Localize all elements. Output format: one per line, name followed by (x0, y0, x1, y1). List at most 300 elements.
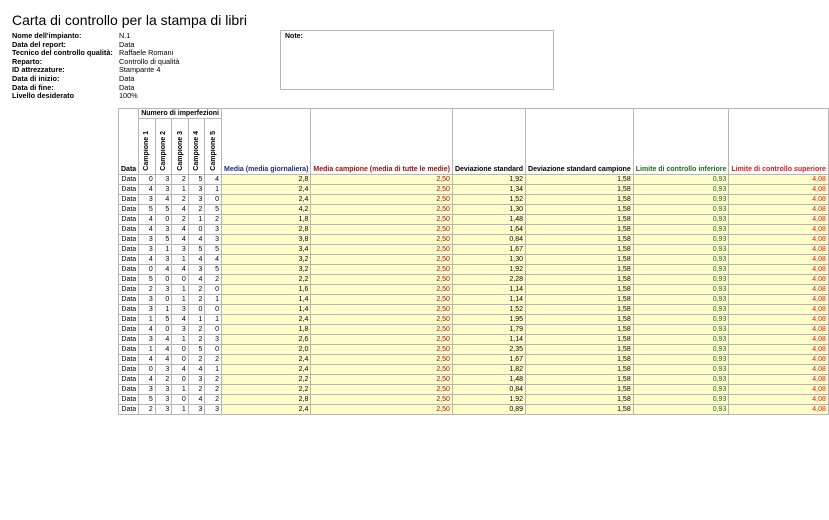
cell-sample-4[interactable]: 2 (188, 285, 205, 295)
cell-sample-1[interactable]: 4 (139, 255, 156, 265)
header-date: Data (119, 109, 139, 175)
cell-sample-3[interactable]: 4 (172, 225, 189, 235)
cell-sample-mean: 2,50 (311, 345, 453, 355)
cell-sample-5[interactable]: 5 (205, 245, 222, 255)
cell-sample-4[interactable]: 2 (188, 205, 205, 215)
cell-sample-2[interactable]: 3 (155, 365, 172, 375)
cell-sample-3[interactable]: 0 (172, 395, 189, 405)
notes-box[interactable] (280, 30, 554, 90)
cell-sample-2[interactable]: 3 (155, 395, 172, 405)
cell-date[interactable]: Data (119, 285, 139, 295)
cell-sample-1[interactable]: 4 (139, 355, 156, 365)
notes-label: Note: (285, 33, 303, 40)
cell-lower-control-limit: 0,93 (633, 405, 729, 415)
info-value[interactable]: Stampante 4 (119, 65, 161, 75)
cell-sample-4[interactable]: 2 (188, 325, 205, 335)
cell-upper-control-limit: 4,08 (729, 395, 829, 405)
header-sample-std-dev: Deviazione standard campione (526, 109, 634, 175)
cell-upper-control-limit: 4,08 (729, 205, 829, 215)
cell-std-dev: 1,34 (452, 185, 525, 195)
cell-sample-5[interactable]: 0 (205, 285, 222, 295)
cell-sample-std-dev: 1,58 (526, 285, 634, 295)
cell-sample-4[interactable]: 3 (188, 405, 205, 415)
cell-sample-3[interactable]: 4 (172, 235, 189, 245)
cell-date[interactable]: Data (119, 235, 139, 245)
cell-sample-4[interactable]: 5 (188, 175, 205, 185)
cell-date[interactable]: Data (119, 175, 139, 185)
cell-std-dev: 1,14 (452, 285, 525, 295)
table-row (119, 175, 829, 185)
cell-sample-5[interactable]: 1 (205, 295, 222, 305)
header-imperfections-group: Numero di imperfezioni (139, 109, 222, 119)
cell-date[interactable]: Data (119, 195, 139, 205)
cell-std-dev: 1,67 (452, 355, 525, 365)
table-row (119, 205, 829, 215)
cell-lower-control-limit: 0,93 (633, 175, 729, 185)
cell-upper-control-limit: 4,08 (729, 365, 829, 375)
cell-date[interactable]: Data (119, 275, 139, 285)
table-row (119, 265, 829, 275)
cell-sample-std-dev: 1,58 (526, 405, 634, 415)
cell-sample-2[interactable]: 3 (155, 285, 172, 295)
cell-sample-4[interactable]: 4 (188, 255, 205, 265)
table-row (119, 295, 829, 305)
cell-upper-control-limit: 4,08 (729, 175, 829, 185)
cell-mean: 2,8 (221, 225, 310, 235)
cell-sample-2[interactable]: 0 (155, 295, 172, 305)
cell-mean: 2,8 (221, 395, 310, 405)
cell-sample-mean: 2,50 (311, 195, 453, 205)
cell-sample-std-dev: 1,58 (526, 185, 634, 195)
cell-mean: 3,4 (221, 245, 310, 255)
cell-sample-5[interactable]: 2 (205, 385, 222, 395)
cell-sample-1[interactable]: 3 (139, 235, 156, 245)
cell-sample-1[interactable]: 2 (139, 405, 156, 415)
info-label: Tecnico del controllo qualità: (12, 48, 113, 58)
cell-lower-control-limit: 0,93 (633, 345, 729, 355)
cell-sample-1[interactable]: 3 (139, 305, 156, 315)
cell-sample-2[interactable]: 2 (155, 375, 172, 385)
cell-sample-4[interactable]: 1 (188, 215, 205, 225)
cell-date[interactable]: Data (119, 245, 139, 255)
cell-sample-std-dev: 1,58 (526, 275, 634, 285)
cell-mean: 2,4 (221, 315, 310, 325)
cell-sample-1[interactable]: 1 (139, 345, 156, 355)
cell-sample-5[interactable]: 1 (205, 365, 222, 375)
cell-sample-5[interactable]: 1 (205, 185, 222, 195)
cell-lower-control-limit: 0,93 (633, 315, 729, 325)
cell-sample-4[interactable]: 4 (188, 275, 205, 285)
cell-upper-control-limit: 4,08 (729, 405, 829, 415)
cell-mean: 2,4 (221, 185, 310, 195)
table-row (119, 185, 829, 195)
cell-sample-5[interactable]: 2 (205, 215, 222, 225)
cell-sample-mean: 2,50 (311, 305, 453, 315)
cell-sample-3[interactable]: 0 (172, 355, 189, 365)
info-value[interactable]: N.1 (119, 31, 131, 40)
cell-sample-4[interactable]: 3 (188, 185, 205, 195)
cell-upper-control-limit: 4,08 (729, 185, 829, 195)
cell-sample-4[interactable]: 4 (188, 235, 205, 245)
cell-sample-3[interactable]: 4 (172, 315, 189, 325)
cell-std-dev: 2,35 (452, 345, 525, 355)
cell-std-dev: 1,82 (452, 365, 525, 375)
cell-mean: 1,4 (221, 295, 310, 305)
cell-std-dev: 0,89 (452, 405, 525, 415)
cell-date[interactable]: Data (119, 405, 139, 415)
cell-sample-std-dev: 1,58 (526, 175, 634, 185)
cell-sample-5[interactable]: 2 (205, 375, 222, 385)
cell-sample-1[interactable]: 4 (139, 375, 156, 385)
cell-sample-3[interactable]: 4 (172, 265, 189, 275)
cell-std-dev: 1,92 (452, 395, 525, 405)
cell-sample-1[interactable]: 5 (139, 395, 156, 405)
cell-upper-control-limit: 4,08 (729, 215, 829, 225)
cell-sample-2[interactable]: 3 (155, 185, 172, 195)
cell-upper-control-limit: 4,08 (729, 295, 829, 305)
cell-date[interactable]: Data (119, 185, 139, 195)
cell-sample-5[interactable]: 5 (205, 265, 222, 275)
cell-date[interactable]: Data (119, 365, 139, 375)
cell-std-dev: 1,48 (452, 215, 525, 225)
cell-lower-control-limit: 0,93 (633, 305, 729, 315)
info-label: Data di inizio: (12, 73, 60, 83)
cell-sample-mean: 2,50 (311, 395, 453, 405)
cell-sample-1[interactable]: 4 (139, 185, 156, 195)
cell-std-dev: 0,84 (452, 235, 525, 245)
cell-sample-2[interactable]: 4 (155, 335, 172, 345)
cell-mean: 2,2 (221, 385, 310, 395)
cell-lower-control-limit: 0,93 (633, 265, 729, 275)
cell-sample-1[interactable]: 1 (139, 315, 156, 325)
cell-sample-std-dev: 1,58 (526, 245, 634, 255)
cell-sample-2[interactable]: 0 (155, 325, 172, 335)
report-info (12, 32, 179, 101)
table-row (119, 375, 829, 385)
cell-sample-3[interactable]: 1 (172, 185, 189, 195)
cell-date[interactable]: Data (119, 295, 139, 305)
cell-std-dev: 1,92 (452, 265, 525, 275)
cell-date[interactable]: Data (119, 385, 139, 395)
cell-lower-control-limit: 0,93 (633, 385, 729, 395)
cell-sample-4[interactable]: 2 (188, 355, 205, 365)
cell-sample-4[interactable]: 0 (188, 225, 205, 235)
header-sample-mean: Media campione (media di tutte le medie) (311, 109, 453, 175)
cell-sample-1[interactable]: 3 (139, 195, 156, 205)
cell-lower-control-limit: 0,93 (633, 325, 729, 335)
cell-std-dev: 1,52 (452, 305, 525, 315)
cell-mean: 3,2 (221, 265, 310, 275)
cell-sample-4[interactable]: 3 (188, 375, 205, 385)
cell-lower-control-limit: 0,93 (633, 255, 729, 265)
cell-sample-1[interactable]: 0 (139, 365, 156, 375)
cell-sample-3[interactable]: 2 (172, 215, 189, 225)
cell-lower-control-limit: 0,93 (633, 365, 729, 375)
table-row (119, 225, 829, 235)
cell-sample-5[interactable]: 3 (205, 225, 222, 235)
cell-date[interactable]: Data (119, 205, 139, 215)
cell-lower-control-limit: 0,93 (633, 205, 729, 215)
cell-date[interactable]: Data (119, 345, 139, 355)
cell-sample-std-dev: 1,58 (526, 365, 634, 375)
cell-sample-2[interactable]: 1 (155, 305, 172, 315)
cell-sample-3[interactable]: 2 (172, 195, 189, 205)
info-value[interactable]: 100% (119, 91, 138, 101)
cell-lower-control-limit: 0,93 (633, 185, 729, 195)
cell-sample-5[interactable]: 1 (205, 315, 222, 325)
cell-sample-mean: 2,50 (311, 375, 453, 385)
cell-sample-4[interactable]: 5 (188, 345, 205, 355)
table-row (119, 355, 829, 365)
cell-sample-4[interactable]: 1 (188, 315, 205, 325)
cell-sample-3[interactable]: 0 (172, 375, 189, 385)
cell-mean: 2,2 (221, 375, 310, 385)
cell-sample-4[interactable]: 4 (188, 395, 205, 405)
cell-sample-std-dev: 1,58 (526, 315, 634, 325)
cell-mean: 3,2 (221, 255, 310, 265)
cell-sample-2[interactable]: 4 (155, 265, 172, 275)
cell-sample-2[interactable]: 4 (155, 355, 172, 365)
cell-std-dev: 1,30 (452, 255, 525, 265)
info-value[interactable]: Data (119, 73, 135, 83)
cell-mean: 2,4 (221, 355, 310, 365)
cell-sample-std-dev: 1,58 (526, 235, 634, 245)
cell-sample-2[interactable]: 3 (155, 255, 172, 265)
cell-sample-4[interactable]: 0 (188, 305, 205, 315)
cell-sample-3[interactable]: 1 (172, 255, 189, 265)
info-value[interactable]: Data (119, 39, 135, 49)
cell-date[interactable]: Data (119, 325, 139, 335)
cell-date[interactable]: Data (119, 265, 139, 275)
cell-upper-control-limit: 4,08 (729, 255, 829, 265)
cell-sample-5[interactable]: 4 (205, 175, 222, 185)
table-row (119, 365, 829, 375)
table-row (119, 245, 829, 255)
cell-std-dev: 1,79 (452, 325, 525, 335)
cell-std-dev: 1,48 (452, 375, 525, 385)
table-row (119, 195, 829, 205)
cell-sample-2[interactable]: 3 (155, 225, 172, 235)
cell-sample-std-dev: 1,58 (526, 345, 634, 355)
cell-sample-3[interactable]: 2 (172, 175, 189, 185)
cell-sample-2[interactable]: 5 (155, 235, 172, 245)
cell-sample-2[interactable]: 3 (155, 175, 172, 185)
info-value[interactable]: Data (119, 82, 135, 92)
cell-sample-mean: 2,50 (311, 295, 453, 305)
table-row (119, 305, 829, 315)
cell-sample-3[interactable]: 3 (172, 325, 189, 335)
cell-sample-1[interactable]: 4 (139, 215, 156, 225)
cell-mean: 2,4 (221, 195, 310, 205)
cell-std-dev: 1,30 (452, 205, 525, 215)
cell-sample-4[interactable]: 4 (188, 365, 205, 375)
header-sample-3: Campione 3 (172, 119, 189, 175)
cell-sample-1[interactable]: 5 (139, 275, 156, 285)
cell-sample-1[interactable]: 4 (139, 225, 156, 235)
header-sample-5: Campione 5 (205, 119, 222, 175)
cell-lower-control-limit: 0,93 (633, 275, 729, 285)
cell-sample-4[interactable]: 5 (188, 245, 205, 255)
cell-date[interactable]: Data (119, 255, 139, 265)
cell-date[interactable]: Data (119, 375, 139, 385)
cell-sample-5[interactable]: 2 (205, 395, 222, 405)
cell-date[interactable]: Data (119, 215, 139, 225)
cell-sample-5[interactable]: 0 (205, 345, 222, 355)
cell-date[interactable]: Data (119, 335, 139, 345)
cell-sample-2[interactable]: 4 (155, 345, 172, 355)
cell-sample-3[interactable]: 4 (172, 205, 189, 215)
cell-sample-5[interactable]: 3 (205, 235, 222, 245)
cell-date[interactable]: Data (119, 315, 139, 325)
cell-sample-2[interactable]: 3 (155, 405, 172, 415)
info-row (12, 92, 179, 101)
cell-lower-control-limit: 0,93 (633, 335, 729, 345)
cell-lower-control-limit: 0,93 (633, 355, 729, 365)
cell-sample-3[interactable]: 3 (172, 245, 189, 255)
cell-sample-mean: 2,50 (311, 365, 453, 375)
table-row (119, 275, 829, 285)
cell-sample-std-dev: 1,58 (526, 335, 634, 345)
cell-mean: 2,6 (221, 335, 310, 345)
cell-sample-1[interactable]: 3 (139, 295, 156, 305)
cell-sample-1[interactable]: 0 (139, 175, 156, 185)
cell-upper-control-limit: 4,08 (729, 245, 829, 255)
cell-sample-2[interactable]: 4 (155, 195, 172, 205)
cell-sample-1[interactable]: 3 (139, 335, 156, 345)
table-row (119, 405, 829, 415)
header-sample-4: Campione 4 (188, 119, 205, 175)
cell-sample-2[interactable]: 3 (155, 385, 172, 395)
cell-sample-mean: 2,50 (311, 325, 453, 335)
info-value[interactable]: Raffaele Romani (119, 48, 174, 58)
table-row (119, 255, 829, 265)
cell-sample-4[interactable]: 2 (188, 295, 205, 305)
cell-lower-control-limit: 0,93 (633, 375, 729, 385)
cell-lower-control-limit: 0,93 (633, 395, 729, 405)
cell-sample-2[interactable]: 5 (155, 315, 172, 325)
cell-sample-5[interactable]: 2 (205, 275, 222, 285)
info-label: ID attrezzature: (12, 65, 65, 75)
cell-mean: 1,8 (221, 325, 310, 335)
cell-sample-mean: 2,50 (311, 255, 453, 265)
cell-sample-4[interactable]: 3 (188, 265, 205, 275)
cell-sample-std-dev: 1,58 (526, 395, 634, 405)
cell-sample-5[interactable]: 4 (205, 255, 222, 265)
cell-std-dev: 1,52 (452, 195, 525, 205)
cell-sample-5[interactable]: 2 (205, 355, 222, 365)
cell-sample-4[interactable]: 2 (188, 335, 205, 345)
cell-date[interactable]: Data (119, 305, 139, 315)
cell-lower-control-limit: 0,93 (633, 235, 729, 245)
cell-upper-control-limit: 4,08 (729, 265, 829, 275)
cell-sample-1[interactable]: 2 (139, 285, 156, 295)
cell-lower-control-limit: 0,93 (633, 295, 729, 305)
control-chart-table (118, 108, 829, 415)
cell-sample-1[interactable]: 3 (139, 245, 156, 255)
cell-mean: 2,8 (221, 175, 310, 185)
cell-upper-control-limit: 4,08 (729, 235, 829, 245)
cell-sample-mean: 2,50 (311, 245, 453, 255)
cell-std-dev: 2,28 (452, 275, 525, 285)
cell-sample-1[interactable]: 4 (139, 325, 156, 335)
table-row (119, 385, 829, 395)
header-sample-1: Campione 1 (139, 119, 156, 175)
cell-sample-2[interactable]: 0 (155, 215, 172, 225)
cell-sample-3[interactable]: 1 (172, 405, 189, 415)
cell-sample-1[interactable]: 0 (139, 265, 156, 275)
table-row (119, 285, 829, 295)
cell-upper-control-limit: 4,08 (729, 345, 829, 355)
cell-sample-std-dev: 1,58 (526, 255, 634, 265)
cell-sample-3[interactable]: 1 (172, 335, 189, 345)
cell-sample-5[interactable]: 0 (205, 305, 222, 315)
cell-sample-3[interactable]: 1 (172, 285, 189, 295)
cell-sample-1[interactable]: 5 (139, 205, 156, 215)
cell-sample-mean: 2,50 (311, 315, 453, 325)
table-row (119, 315, 829, 325)
cell-sample-mean: 2,50 (311, 215, 453, 225)
cell-sample-3[interactable]: 3 (172, 305, 189, 315)
cell-sample-5[interactable]: 0 (205, 195, 222, 205)
cell-sample-mean: 2,50 (311, 405, 453, 415)
info-label: Data di fine: (12, 82, 54, 92)
info-label: Nome dell'impianto: (12, 31, 82, 40)
cell-lower-control-limit: 0,93 (633, 195, 729, 205)
cell-upper-control-limit: 4,08 (729, 315, 829, 325)
cell-sample-5[interactable]: 3 (205, 335, 222, 345)
cell-sample-3[interactable]: 1 (172, 295, 189, 305)
cell-sample-2[interactable]: 0 (155, 275, 172, 285)
page-title: Carta di controllo per la stampa di libri (12, 12, 247, 28)
cell-sample-3[interactable]: 0 (172, 345, 189, 355)
table-row (119, 215, 829, 225)
cell-date[interactable]: Data (119, 355, 139, 365)
header-mean: Media (media giornaliera) (221, 109, 310, 175)
cell-std-dev: 1,67 (452, 245, 525, 255)
cell-lower-control-limit: 0,93 (633, 215, 729, 225)
cell-sample-4[interactable]: 3 (188, 195, 205, 205)
cell-sample-2[interactable]: 5 (155, 205, 172, 215)
cell-date[interactable]: Data (119, 395, 139, 405)
cell-std-dev: 1,14 (452, 295, 525, 305)
cell-sample-1[interactable]: 3 (139, 385, 156, 395)
cell-sample-3[interactable]: 1 (172, 385, 189, 395)
cell-sample-std-dev: 1,58 (526, 195, 634, 205)
cell-sample-3[interactable]: 0 (172, 275, 189, 285)
cell-sample-std-dev: 1,58 (526, 355, 634, 365)
cell-sample-5[interactable]: 0 (205, 325, 222, 335)
cell-sample-4[interactable]: 2 (188, 385, 205, 395)
cell-upper-control-limit: 4,08 (729, 335, 829, 345)
table-row (119, 345, 829, 355)
cell-sample-5[interactable]: 5 (205, 205, 222, 215)
table-row (119, 395, 829, 405)
cell-std-dev: 1,14 (452, 335, 525, 345)
cell-upper-control-limit: 4,08 (729, 275, 829, 285)
info-value[interactable]: Controllo di qualità (119, 56, 180, 66)
cell-sample-mean: 2,50 (311, 225, 453, 235)
cell-sample-std-dev: 1,58 (526, 385, 634, 395)
info-label: Reparto: (12, 56, 42, 66)
header-std-dev: Deviazione standard (452, 109, 525, 175)
cell-upper-control-limit: 4,08 (729, 325, 829, 335)
cell-mean: 3,8 (221, 235, 310, 245)
cell-date[interactable]: Data (119, 225, 139, 235)
cell-sample-5[interactable]: 3 (205, 405, 222, 415)
cell-sample-mean: 2,50 (311, 235, 453, 245)
cell-sample-3[interactable]: 4 (172, 365, 189, 375)
cell-sample-2[interactable]: 1 (155, 245, 172, 255)
